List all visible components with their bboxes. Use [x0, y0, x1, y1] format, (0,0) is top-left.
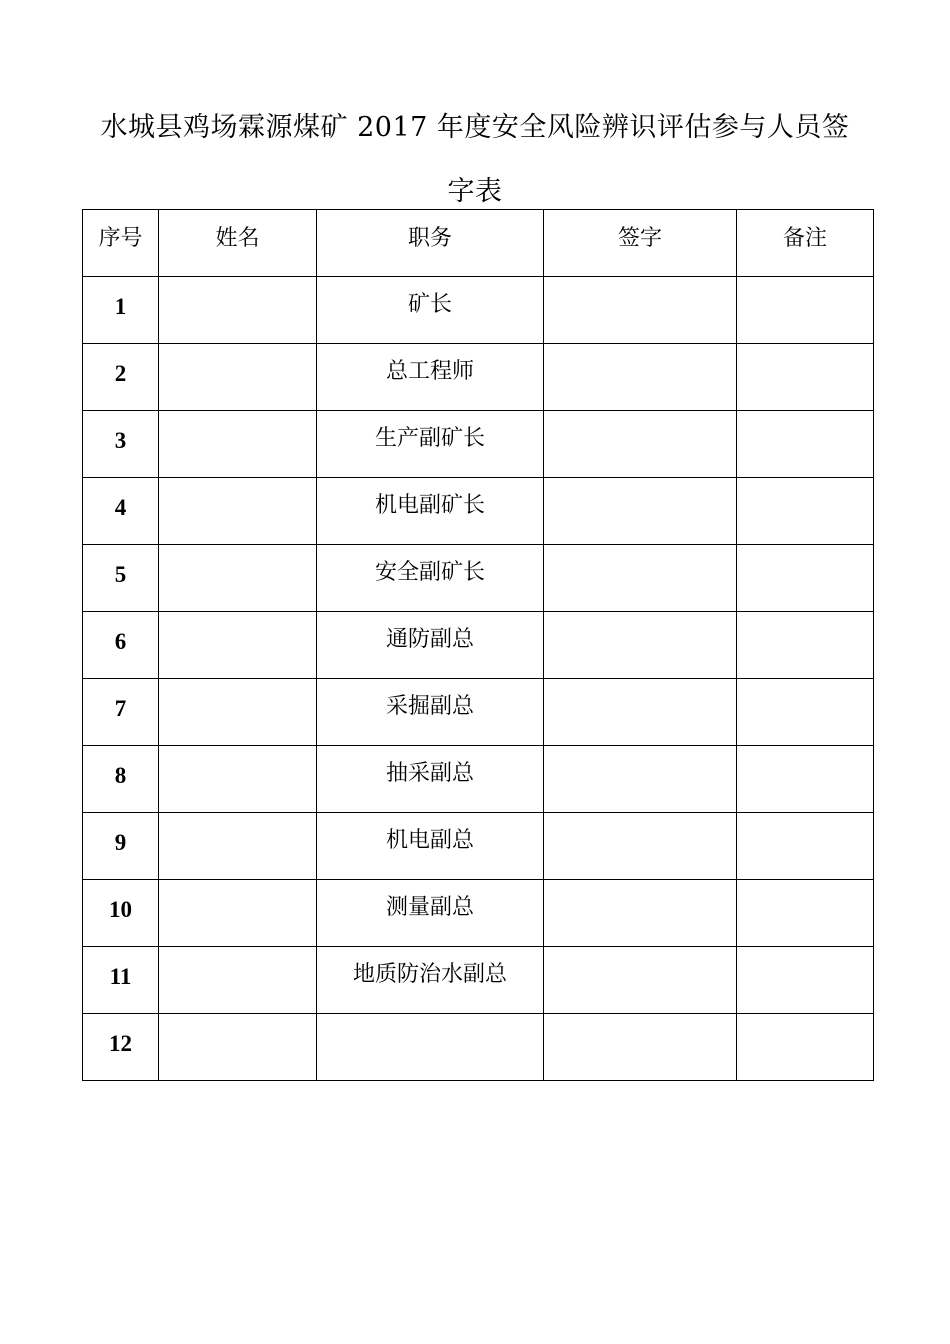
- table-row: [83, 679, 874, 746]
- header-position: 职务: [317, 210, 544, 277]
- row-remark-cell: [737, 277, 874, 344]
- row-remark-cell: [737, 947, 874, 1014]
- row-signature-cell: [544, 612, 737, 679]
- row-name-cell: [159, 947, 317, 1014]
- row-name-cell: [159, 344, 317, 411]
- row-index: 8: [83, 746, 159, 813]
- row-name-cell: [159, 679, 317, 746]
- row-position: 采掘副总: [317, 679, 544, 746]
- row-name-cell: [159, 545, 317, 612]
- row-name-cell: [159, 813, 317, 880]
- row-signature-cell: [544, 947, 737, 1014]
- row-position: 通防副总: [317, 612, 544, 679]
- row-index: 9: [83, 813, 159, 880]
- title-line-1: 水城县鸡场霖源煤矿 2017 年度安全风险辨识评估参与人员签: [100, 112, 850, 144]
- row-name-cell: [159, 277, 317, 344]
- header-index: 序号: [83, 210, 159, 277]
- row-signature-cell: [544, 478, 737, 545]
- row-position: 测量副总: [317, 880, 544, 947]
- row-signature-cell: [544, 679, 737, 746]
- row-index: 1: [83, 277, 159, 344]
- row-index: 6: [83, 612, 159, 679]
- row-position: 机电副矿长: [317, 478, 544, 545]
- row-signature-cell: [544, 411, 737, 478]
- row-name-cell: [159, 880, 317, 947]
- row-signature-cell: [544, 344, 737, 411]
- row-name-cell: [159, 411, 317, 478]
- row-signature-cell: [544, 880, 737, 947]
- row-index: 3: [83, 411, 159, 478]
- row-remark-cell: [737, 813, 874, 880]
- document-title: [70, 96, 880, 224]
- row-position: 生产副矿长: [317, 411, 544, 478]
- row-remark-cell: [737, 746, 874, 813]
- row-remark-cell: [737, 880, 874, 947]
- row-position: 总工程师: [317, 344, 544, 411]
- row-position: 机电副总: [317, 813, 544, 880]
- row-index: 11: [83, 947, 159, 1014]
- row-remark-cell: [737, 411, 874, 478]
- table-header-row: [83, 210, 874, 277]
- row-signature-cell: [544, 813, 737, 880]
- table-row: [83, 545, 874, 612]
- row-signature-cell: [544, 1014, 737, 1081]
- row-name-cell: [159, 1014, 317, 1081]
- table-row: [83, 344, 874, 411]
- row-remark-cell: [737, 1014, 874, 1081]
- row-name-cell: [159, 478, 317, 545]
- table-row: [83, 1014, 874, 1081]
- row-remark-cell: [737, 344, 874, 411]
- title-line-2: 字表: [447, 176, 503, 208]
- row-index: 10: [83, 880, 159, 947]
- row-index: 12: [83, 1014, 159, 1081]
- row-position: [317, 1014, 544, 1081]
- row-position: 安全副矿长: [317, 545, 544, 612]
- row-position: 矿长: [317, 277, 544, 344]
- row-index: 7: [83, 679, 159, 746]
- table-row: [83, 411, 874, 478]
- row-remark-cell: [737, 478, 874, 545]
- header-remark: 备注: [737, 210, 874, 277]
- table-row: [83, 746, 874, 813]
- table-row: [83, 277, 874, 344]
- row-position: 抽采副总: [317, 746, 544, 813]
- row-remark-cell: [737, 679, 874, 746]
- table-row: [83, 880, 874, 947]
- table-row: [83, 947, 874, 1014]
- table-row: [83, 813, 874, 880]
- table-row: [83, 612, 874, 679]
- row-signature-cell: [544, 277, 737, 344]
- row-index: 2: [83, 344, 159, 411]
- row-position: 地质防治水副总: [317, 947, 544, 1014]
- row-name-cell: [159, 746, 317, 813]
- table-row: [83, 478, 874, 545]
- header-name: 姓名: [159, 210, 317, 277]
- row-index: 4: [83, 478, 159, 545]
- signature-table: [82, 209, 874, 1081]
- row-index: 5: [83, 545, 159, 612]
- row-signature-cell: [544, 746, 737, 813]
- row-name-cell: [159, 612, 317, 679]
- row-remark-cell: [737, 545, 874, 612]
- header-signature: 签字: [544, 210, 737, 277]
- row-remark-cell: [737, 612, 874, 679]
- row-signature-cell: [544, 545, 737, 612]
